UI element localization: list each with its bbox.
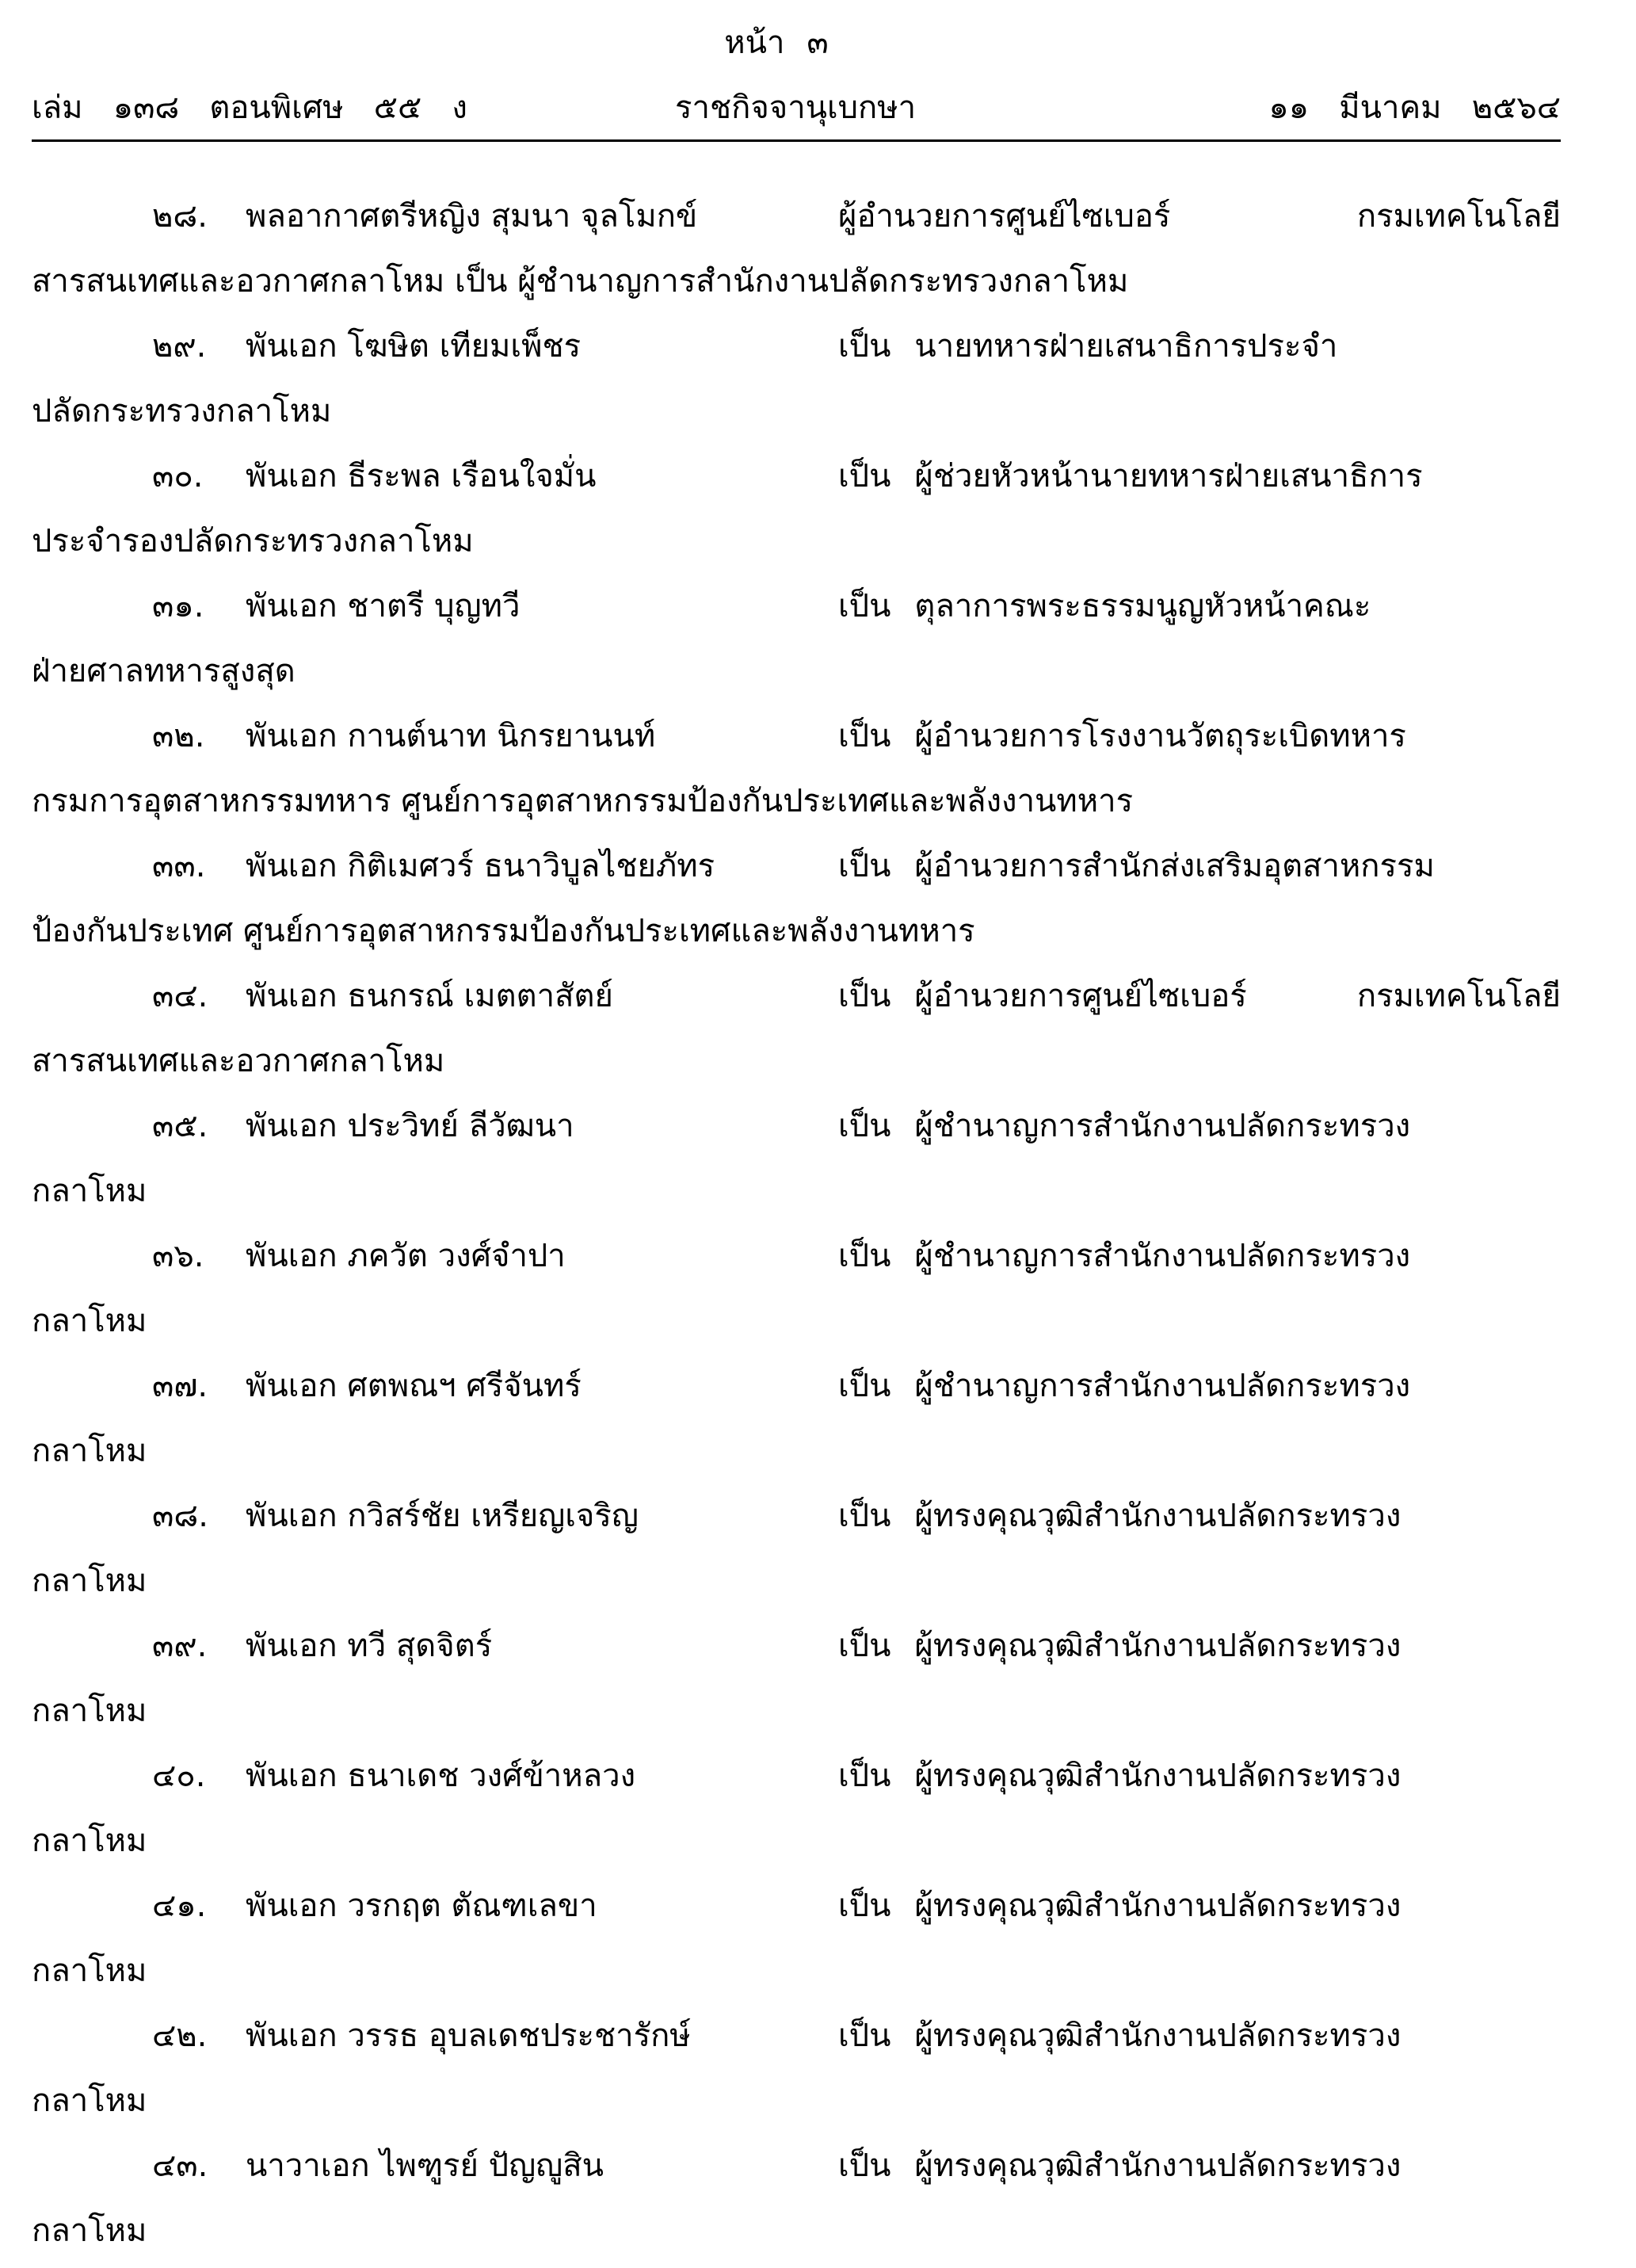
appointment-entry (0, 2003, 1636, 2133)
appointment-entry (0, 1354, 1636, 1483)
appointment-position (838, 2133, 1561, 2198)
appointment-entry (0, 704, 1636, 834)
entry-continuation: กลาโหม (32, 1953, 147, 1989)
position-title: ผู้ทรงคุณวุฒิสำนักงานปลัดกระทรวง (914, 2018, 1401, 2054)
appointment-entry (0, 1873, 1636, 2003)
entry-number: ๔๑. (152, 1888, 207, 1924)
entry-continuation: กรมการอุตสาหกรรมทหาร ศูนย์การอุตสาหกรรมป้องกันประเทศและพลังงานทหาร (32, 783, 1134, 819)
page-number-value: ๓ (807, 25, 829, 61)
appointment-verb: เป็น (838, 1628, 891, 1664)
appointment-entry (0, 834, 1636, 964)
entry-first-line (0, 2133, 1636, 2198)
appointment-verb: เป็น (838, 1888, 891, 1924)
position-title: ผู้ทรงคุณวุฒิสำนักงานปลัดกระทรวง (914, 1628, 1401, 1664)
entry-first-line (0, 314, 1636, 379)
appointment-verb: เป็น (838, 718, 891, 754)
entry-number: ๔๒. (152, 2018, 208, 2054)
position-title: ผู้ชำนาญการสำนักงานปลัดกระทรวง (914, 1368, 1411, 1404)
position-title: ผู้ทรงคุณวุฒิสำนักงานปลัดกระทรวง (914, 1758, 1401, 1794)
entry-first-line (0, 2003, 1636, 2068)
entry-first-line (0, 1613, 1636, 1678)
officer-name: พันเอก ธนาเดช วงศ์ข้าหลวง (246, 1758, 636, 1794)
publication-title: ราชกิจจานุเบกษา (675, 90, 917, 126)
entry-number: ๔๓. (152, 2148, 208, 2184)
position-title: ผู้อำนวยการศูนย์ไซเบอร์ กรมเทคโนโลยี (838, 198, 1561, 235)
position-title: ผู้ช่วยหัวหน้านายทหารฝ่ายเสนาธิการ (914, 458, 1423, 494)
appointment-position (838, 1873, 1561, 1938)
entry-continuation: ประจำรองปลัดกระทรวงกลาโหม (32, 523, 474, 559)
appointment-position (838, 1094, 1561, 1159)
entry-continuation: กลาโหม (32, 1693, 147, 1729)
entry-continuation: กลาโหม (32, 1563, 147, 1599)
header-divider (32, 139, 1561, 142)
officer-name: พันเอก กวิสร์ชัย เหรียญเจริญ (246, 1498, 639, 1534)
position-title: ผู้ชำนาญการสำนักงานปลัดกระทรวง (914, 1108, 1411, 1144)
appointment-verb: เป็น (838, 1498, 891, 1534)
position-title: นายทหารฝ่ายเสนาธิการประจำ (914, 328, 1338, 365)
position-title: ตุลาการพระธรรมนูญหัวหน้าคณะ (914, 588, 1371, 624)
appointment-entry (0, 1094, 1636, 1224)
officer-name: พันเอก ประวิทย์ ลีวัฒนา (246, 1108, 574, 1144)
entry-number: ๔๐. (152, 1758, 206, 1794)
position-title: ผู้อำนวยการโรงงานวัตถุระเบิดทหาร (914, 718, 1406, 754)
entry-first-line (0, 1743, 1636, 1808)
appointment-entry (0, 1224, 1636, 1354)
volume-info: เล่ม ๑๓๘ ตอนพิเศษ ๕๕ ง (32, 90, 467, 126)
entry-first-line (0, 1483, 1636, 1548)
appointment-list (0, 184, 1636, 2263)
entry-continuation: ฝ่ายศาลทหารสูงสุด (32, 653, 296, 689)
entry-number: ๓๗. (152, 1368, 208, 1404)
appointment-verb: เป็น (838, 458, 891, 494)
appointment-entry (0, 964, 1636, 1094)
entry-continuation: กลาโหม (32, 1433, 147, 1469)
officer-name: พันเอก ทวี สุดจิตร์ (246, 1628, 493, 1664)
appointment-position (838, 1354, 1561, 1418)
entry-number: ๓๖. (152, 1238, 204, 1274)
entry-continuation: สารสนเทศและอวกาศกลาโหม เป็น ผู้ชำนาญการสำนักงานปลัดกระทรวงกลาโหม (32, 263, 1129, 300)
entry-continuation: กลาโหม (32, 1303, 147, 1339)
entry-number: ๓๐. (152, 458, 204, 494)
appointment-verb: เป็น (838, 1238, 891, 1274)
appointment-position (838, 1224, 1561, 1289)
entry-first-line (0, 574, 1636, 639)
appointment-entry (0, 1483, 1636, 1613)
appointment-entry (0, 1613, 1636, 1743)
officer-name: พันเอก กานต์นาท นิกรยานนท์ (246, 718, 656, 754)
entry-number: ๓๓. (152, 848, 206, 884)
position-title: ผู้อำนวยการสำนักส่งเสริมอุตสาหกรรม (914, 848, 1435, 884)
appointment-position (838, 704, 1561, 769)
position-title: ผู้ทรงคุณวุฒิสำนักงานปลัดกระทรวง (914, 1498, 1401, 1534)
position-title: ผู้อำนวยการศูนย์ไซเบอร์ กรมเทคโนโลยี (914, 978, 1561, 1014)
entry-first-line (0, 1354, 1636, 1418)
entry-number: ๓๑. (152, 588, 204, 624)
entry-number: ๓๕. (152, 1108, 208, 1144)
officer-name: พันเอก กิติเมศวร์ ธนาวิบูลไชยภัทร (246, 848, 715, 884)
officer-name: นาวาเอก ไพฑูรย์ ปัญญูสิน (246, 2148, 604, 2184)
entry-first-line (0, 1873, 1636, 1938)
entry-first-line (0, 1224, 1636, 1289)
appointment-entry (0, 1743, 1636, 1873)
gazette-header (32, 84, 1561, 132)
entry-continuation: กลาโหม (32, 1823, 147, 1859)
officer-name: พันเอก ธนกรณ์ เมตตาสัตย์ (246, 978, 613, 1014)
appointment-verb: เป็น (838, 1108, 891, 1144)
entry-first-line (0, 1094, 1636, 1159)
position-title: ผู้ทรงคุณวุฒิสำนักงานปลัดกระทรวง (914, 2148, 1401, 2184)
appointment-verb: เป็น (838, 588, 891, 624)
appointment-entry (0, 2133, 1636, 2263)
entry-number: ๒๙. (152, 328, 207, 365)
entry-number: ๓๒. (152, 718, 205, 754)
entry-continuation: กลาโหม (32, 1173, 147, 1209)
entry-number: ๓๙. (152, 1628, 208, 1664)
appointment-position (838, 2003, 1561, 2068)
appointment-position (838, 1483, 1561, 1548)
position-title: ผู้ชำนาญการสำนักงานปลัดกระทรวง (914, 1238, 1411, 1274)
officer-name: พันเอก ธีระพล เรือนใจมั่น (246, 458, 597, 494)
entry-continuation: ปลัดกระทรวงกลาโหม (32, 393, 332, 430)
entry-first-line (0, 964, 1636, 1029)
appointment-verb: เป็น (838, 1758, 891, 1794)
issue-date: ๑๑ มีนาคม ๒๕๖๔ (1268, 90, 1561, 126)
officer-name: พันเอก วรกฤต ตัณฑเลขา (246, 1888, 597, 1924)
entry-first-line (0, 184, 1636, 249)
entry-number: ๓๘. (152, 1498, 208, 1534)
appointment-position (838, 1613, 1561, 1678)
appointment-position (838, 444, 1561, 509)
entry-number: ๓๔. (152, 978, 208, 1014)
entry-continuation: ป้องกันประเทศ ศูนย์การอุตสาหกรรมป้องกันประเทศและพลังงานทหาร (32, 913, 975, 949)
entry-first-line (0, 704, 1636, 769)
appointment-entry (0, 444, 1636, 574)
appointment-entry (0, 184, 1636, 314)
appointment-verb: เป็น (838, 2148, 891, 2184)
officer-name: พลอากาศตรีหญิง สุมนา จุลโมกข์ (246, 198, 698, 235)
appointment-verb: เป็น (838, 328, 891, 365)
page-number (0, 19, 1553, 67)
appointment-verb: เป็น (838, 848, 891, 884)
officer-name: พันเอก ชาตรี บุญทวี (246, 588, 521, 624)
appointment-verb: เป็น (838, 1368, 891, 1404)
officer-name: พันเอก วรรธ อุบลเดชประชารักษ์ (246, 2018, 691, 2054)
entry-first-line (0, 444, 1636, 509)
officer-name: พันเอก ศตพณฯ ศรีจันทร์ (246, 1368, 582, 1404)
position-title: ผู้ทรงคุณวุฒิสำนักงานปลัดกระทรวง (914, 1888, 1401, 1924)
page-label: หน้า (724, 25, 785, 61)
entry-continuation: กลาโหม (32, 2083, 147, 2119)
appointment-position (838, 1743, 1561, 1808)
appointment-entry (0, 314, 1636, 444)
appointment-verb: เป็น (838, 978, 891, 1014)
appointment-entry (0, 574, 1636, 704)
appointment-position (838, 184, 1561, 249)
appointment-position (838, 314, 1561, 379)
entry-number: ๒๘. (152, 198, 208, 235)
appointment-position (838, 964, 1561, 1029)
appointment-position (838, 574, 1561, 639)
appointment-verb: เป็น (838, 2018, 891, 2054)
entry-first-line (0, 834, 1636, 899)
officer-name: พันเอก โฆษิต เทียมเพ็ชร (246, 328, 582, 365)
appointment-position (838, 834, 1561, 899)
entry-continuation: สารสนเทศและอวกาศกลาโหม (32, 1043, 445, 1079)
entry-continuation: กลาโหม (32, 2213, 147, 2249)
officer-name: พันเอก ภควัต วงศ์จำปา (246, 1238, 566, 1274)
